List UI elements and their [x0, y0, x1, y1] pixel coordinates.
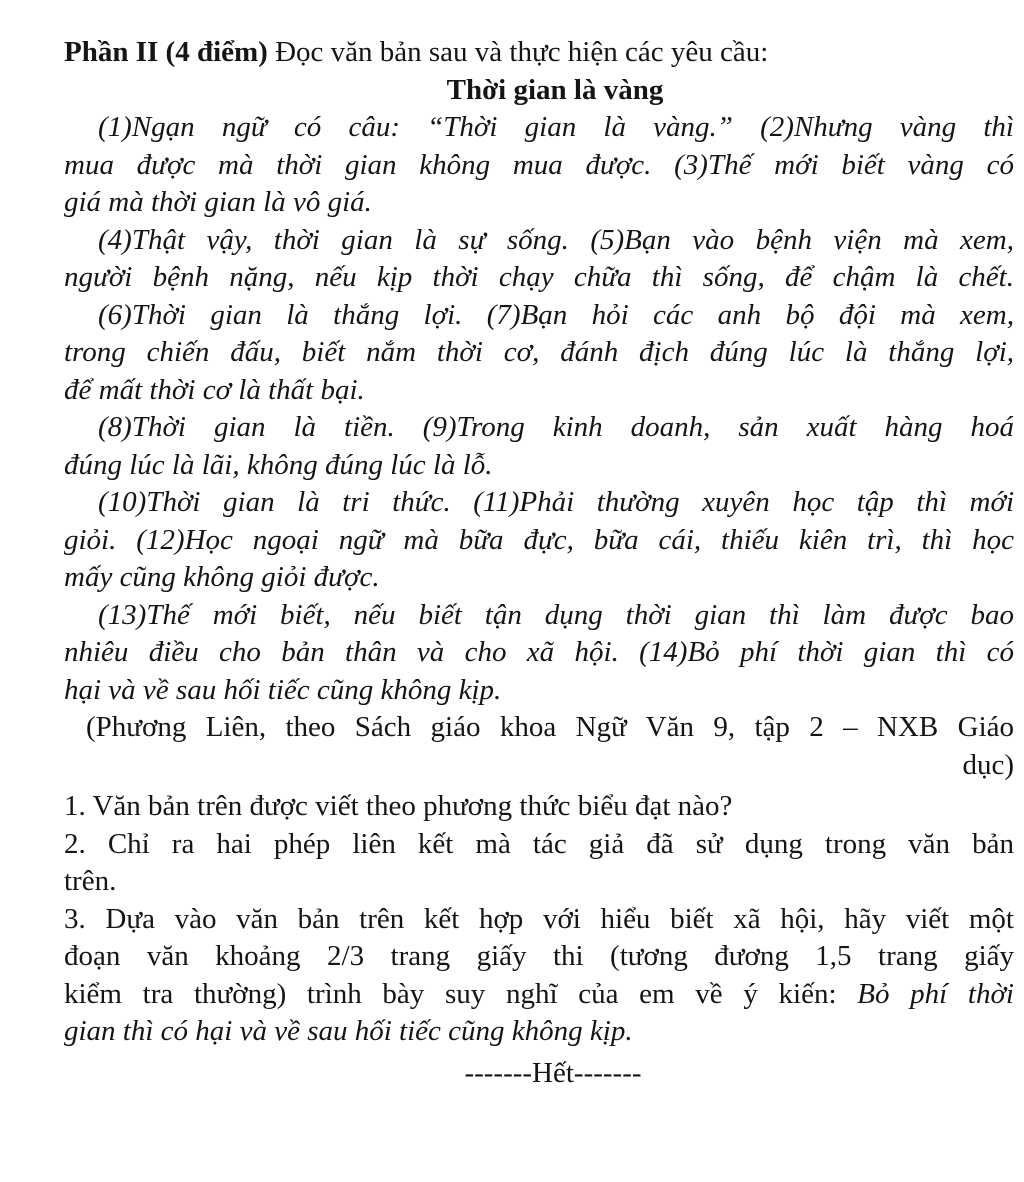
passage-line: trong chiến đấu, biết nắm thời cơ, đánh địch đúng lúc là thắng lợi, — [64, 336, 1014, 368]
question-3-line: đoạn văn khoảng 2/3 trang giấy thi (tương đương 1,5 trang giấy — [64, 940, 1014, 972]
passage-line: để mất thời cơ là thất bại. — [64, 373, 365, 406]
passage-line: (10)Thời gian là tri thức. (11)Phải thường xuyên học tập thì mới — [98, 486, 1014, 518]
passage-line: (8)Thời gian là tiền. (9)Trong kinh doanh, sản xuất hàng hoá — [98, 411, 1014, 443]
passage-line: (4)Thật vậy, thời gian là sự sống. (5)Bạn vào bệnh viện mà xem, — [98, 223, 1014, 256]
section-heading — [64, 34, 1014, 72]
passage-line: mua được mà thời gian không mua được. (3)Thế mới biết vàng có — [64, 148, 1014, 181]
passage-line: (13)Thế mới biết, nếu biết tận dụng thời gian thì làm được bao — [98, 598, 1014, 631]
question-3-text: kiểm tra thường) trình bày suy nghĩ của em về ý kiến: — [64, 977, 858, 1010]
passage-line: mấy cũng không giỏi được. — [64, 561, 380, 593]
passage-line: (6)Thời gian là thắng lợi. (7)Bạn hỏi các anh bộ đội mà xem, — [98, 298, 1014, 331]
question-3-line — [64, 976, 1014, 1014]
passage-line: nhiêu điều cho bản thân và cho xã hội. (14)Bỏ phí thời gian thì có — [64, 636, 1014, 668]
exam-page — [64, 30, 1014, 1092]
passage-line: người bệnh nặng, nếu kịp thời chạy chữa thì sống, để chậm là chết. — [64, 261, 1014, 293]
source-citation-end: dục) — [962, 748, 1014, 781]
question-2-line: trên. — [64, 865, 117, 897]
quoted-opinion: Bỏ phí thời — [857, 977, 1014, 1010]
passage-line: (1)Ngạn ngữ có câu: “Thời gian là vàng.” (2)Nhưng vàng thì — [98, 111, 1014, 143]
passage-line: giỏi. (12)Học ngoại ngữ mà bữa đực, bữa cái, thiếu kiên trì, thì học — [64, 523, 1014, 556]
source-citation: (Phương Liên, theo Sách giáo khoa Ngữ Văn 9, tập 2 – NXB Giáo — [86, 711, 1014, 743]
question-3-line — [64, 1013, 1014, 1051]
passage-line: đúng lúc là lãi, không đúng lúc là lỗ. — [64, 448, 493, 481]
instruction-text: Đọc văn bản sau và thực hiện các yêu cầu: — [267, 36, 769, 68]
part-label: Phần II (4 điểm) — [64, 36, 268, 68]
question-1: 1. Văn bản trên được viết theo phương thức biểu đạt nào? — [64, 790, 733, 822]
passage-line: giá mà thời gian là vô giá. — [64, 186, 372, 218]
question-2-line: 2. Chỉ ra hai phép liên kết mà tác giả đã sử dụng trong văn bản — [64, 827, 1014, 860]
end-mark: -------Hết------- — [464, 1056, 642, 1089]
passage-line: hại và về sau hối tiếc cũng không kịp. — [64, 673, 502, 706]
reading-passage — [64, 109, 1014, 709]
quoted-opinion-end: gian thì có hại và về sau hối tiếc cũng không kịp. — [64, 1015, 633, 1047]
passage-title: Thời gian là vàng — [446, 73, 664, 106]
question-3-line: 3. Dựa vào văn bản trên kết hợp với hiểu biết xã hội, hãy viết một — [64, 902, 1014, 935]
